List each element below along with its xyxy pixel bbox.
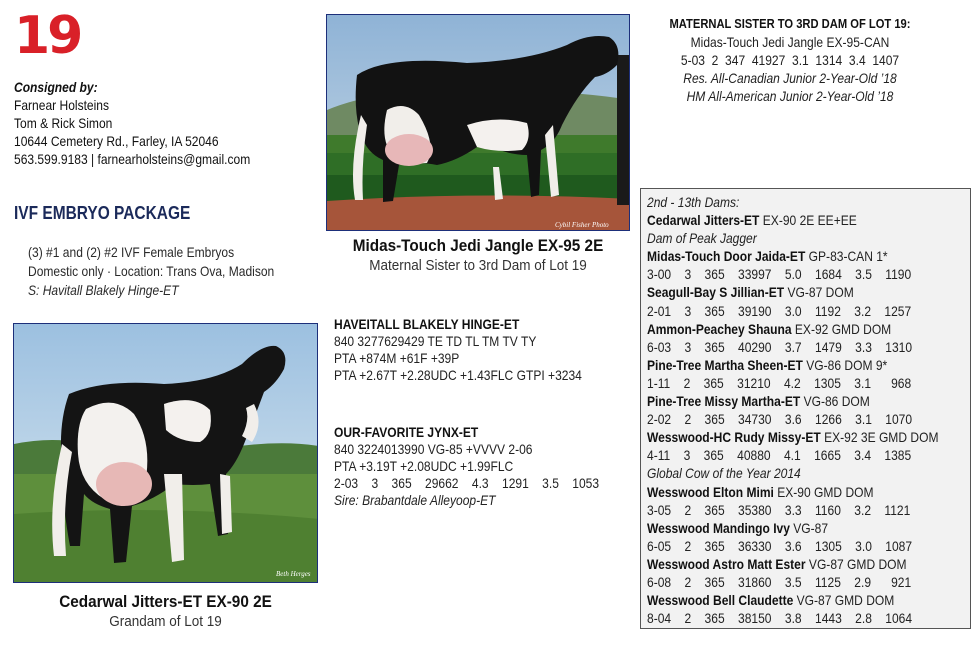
package-line: (3) #1 and (2) #2 IVF Female Embryos (28, 244, 235, 260)
maternal-sister-block (640, 15, 940, 105)
dam-entry-name: Wesswood Bell Claudette (647, 592, 794, 609)
consigner-contact: 563.599.9183 | farnearholsteins@gmail.com (14, 151, 251, 167)
dam-entry-name: Ammon-Peachey Shauna (647, 320, 792, 337)
cow-name: Cedarwal Jitters-ET EX-90 2E (59, 592, 272, 611)
dam-id-line: 840 3224013990 VG-85 +VVVV 2-06 (334, 441, 533, 457)
consigner-block (14, 78, 289, 168)
dam-entry-name: Cedarwal Jitters-ET (647, 212, 760, 229)
consigned-by-label: Consigned by: (14, 79, 98, 95)
dam-entry-name: Wesswood-HC Rudy Missy-ET (647, 429, 821, 446)
dam-entry-score: GP-83-CAN 1* (808, 248, 888, 265)
cow-relation: Grandam of Lot 19 (109, 613, 222, 630)
dam-sire-line: Sire: Brabantdale Alleyoop-ET (334, 492, 496, 508)
sire-pta-line: PTA +874M +61F +39P (334, 350, 460, 366)
dam-entry-name: Seagull-Bay S Jillian-ET (647, 284, 785, 301)
dam-entry (647, 211, 925, 229)
dam-entry-score: EX-90 2E EE+EE (762, 212, 857, 229)
package-details (28, 243, 314, 300)
package-title-text: IVF EMBRYO PACKAGE (14, 203, 191, 223)
cow-photo-jitters (13, 323, 318, 583)
dam-entry-name: Pine-Tree Martha Sheen-ET (647, 356, 803, 373)
dam-entry (647, 283, 925, 301)
dam-entry-record: 1-11 2 365 31210 4.2 1305 3.1 968 (647, 374, 912, 391)
dam-entry (647, 392, 925, 410)
consigner-line: Farnear Holsteins (14, 97, 110, 113)
maternal-sister-record: 5-03 2 347 41927 3.1 1314 3.4 1407 (680, 52, 900, 68)
lot-number: 19 (14, 6, 81, 66)
dam-entry-score: VG-87 GMD DOM (808, 555, 907, 572)
dam-entry-name: Midas-Touch Door Jaida-ET (647, 248, 806, 265)
dam-entry-note: Global Cow of the Year 2014 (647, 465, 801, 482)
dam-entry-record: 6-03 3 365 40290 3.7 1479 3.3 1310 (647, 338, 913, 355)
dam-entry-score: EX-92 GMD DOM (794, 320, 892, 337)
dam-block (334, 424, 642, 509)
dam-entry-note: Dam of Peak Jagger (647, 230, 757, 247)
dam-entry-record: 6-05 2 365 36330 3.6 1305 3.0 1087 (647, 537, 913, 554)
dam-entry-score: VG-86 DOM (803, 393, 870, 410)
sire-id-line: 840 3277629429 TE TD TL TM TV TY (334, 333, 537, 349)
photo-caption-jitters (13, 592, 318, 632)
package-line: Domestic only · Location: Trans Ova, Madison (28, 263, 275, 279)
dam-entry (647, 247, 925, 265)
dam-record-line: 2-03 3 365 29662 4.3 1291 3.5 1053 (334, 475, 600, 491)
dam-entry (647, 428, 939, 446)
dam-entry-score: VG-86 DOM 9* (806, 356, 888, 373)
dam-entry-score: VG-87 DOM (787, 284, 854, 301)
photo-caption-jedi-jangle (326, 236, 630, 276)
sire-name: HAVEITALL BLAKELY HINGE-ET (334, 316, 520, 332)
dam-entry-name: Wesswood Astro Matt Ester (647, 555, 806, 572)
dam-entry-name: Wesswood Elton Mimi (647, 483, 774, 500)
dam-entry-record: 8-04 2 365 38150 3.8 1443 2.8 1064 (647, 610, 913, 627)
dam-entry (647, 555, 925, 573)
svg-text:Cybil Fisher Photo: Cybil Fisher Photo (555, 221, 609, 229)
dam-entry (647, 519, 925, 537)
package-sire-line: S: Havitall Blakely Hinge-ET (28, 282, 179, 298)
dam-entry-score: EX-90 GMD DOM (777, 483, 874, 500)
dam-entry (647, 356, 925, 374)
dam-entry-record: 2-01 3 365 39190 3.0 1192 3.2 1257 (647, 302, 912, 319)
dam-entry-record: 3-00 3 365 33997 5.0 1684 3.5 1190 (647, 266, 912, 283)
maternal-sister-honor: Res. All-Canadian Junior 2-Year-Old ’18 (683, 70, 897, 86)
dam-entry-score: VG-87 (793, 519, 829, 536)
dams-header: 2nd - 13th Dams: (647, 194, 740, 210)
dam-entry-name: Pine-Tree Missy Martha-ET (647, 393, 801, 410)
dam-name: OUR-FAVORITE JYNX-ET (334, 424, 479, 440)
maternal-sister-title: MATERNAL SISTER TO 3RD DAM OF LOT 19: (669, 16, 911, 31)
cow-relation: Maternal Sister to 3rd Dam of Lot 19 (369, 257, 587, 274)
cow-name: Midas-Touch Jedi Jangle EX-95 2E (352, 236, 604, 255)
dam-entry (647, 320, 925, 338)
dam-entry-score: EX-92 3E GMD DOM (824, 429, 939, 446)
dam-entry-name: Wesswood Mandingo Ivy (647, 519, 790, 536)
consigner-line: Tom & Rick Simon (14, 115, 113, 131)
cow-photo-jedi-jangle (326, 14, 630, 231)
dam-entry (647, 483, 925, 501)
maternal-sister-honor: HM All-American Junior 2-Year-Old ’18 (686, 88, 894, 104)
sire-pta-line: PTA +2.67T +2.28UDC +1.43FLC GTPI +3234 (334, 367, 582, 383)
maternal-sister-name: Midas-Touch Jedi Jangle EX-95-CAN (690, 34, 890, 50)
consigner-line: 10644 Cemetery Rd., Farley, IA 52046 (14, 133, 219, 149)
dam-entry-record: 3-05 2 365 35380 3.3 1160 3.2 1121 (647, 501, 911, 518)
dam-pta-line: PTA +3.19T +2.08UDC +1.99FLC (334, 458, 514, 474)
dam-entry (647, 591, 925, 609)
dam-entry-record: 6-08 2 365 31860 3.5 1125 2.9 921 (647, 573, 912, 590)
sire-block (334, 316, 622, 384)
dam-entry-record: 4-11 3 365 40880 4.1 1665 3.4 1385 (647, 447, 912, 464)
dam-entry-record: 2-02 2 365 34730 3.6 1266 3.1 1070 (647, 411, 913, 428)
svg-text:Beth Herges: Beth Herges (276, 570, 311, 578)
package-title (14, 203, 219, 223)
dams-box (640, 188, 971, 629)
dam-entry-score: VG-87 GMD DOM (796, 592, 895, 609)
